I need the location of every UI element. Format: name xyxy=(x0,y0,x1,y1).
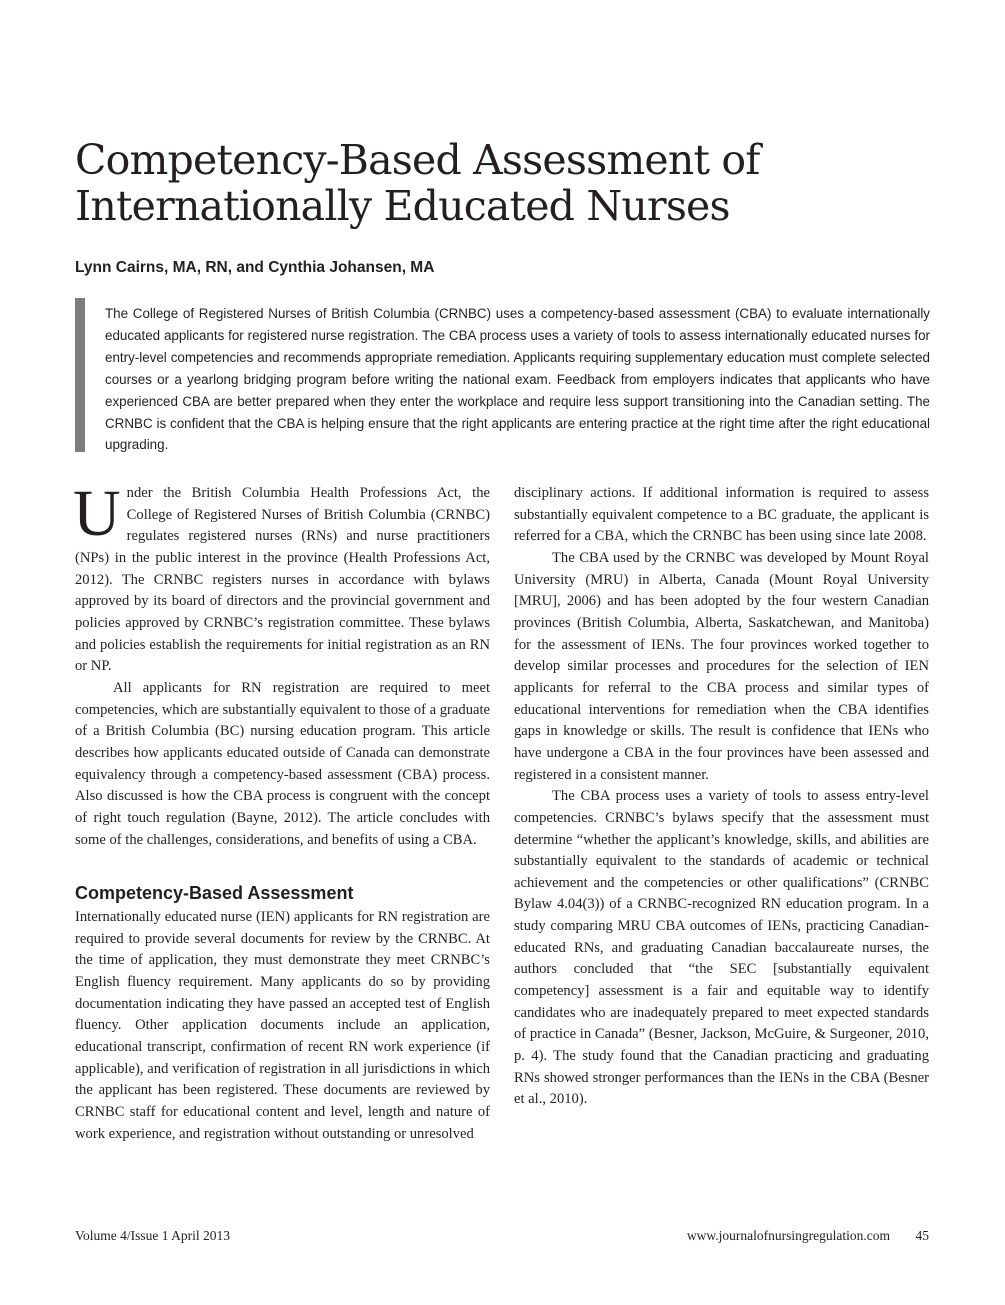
footer-url[interactable]: www.journalofnursingregulation.com xyxy=(686,1228,890,1243)
body-paragraph: All applicants for RN registration are required to meet competencies, which are substantially equivalent to those of a graduate of a British Columbia (BC) nursing education program. This article describes how applicants educated outside of Canada can demonstrate equivalency through a competency-based assessment (CBA) process. Also discussed is how the CBA process is congruent with the concept of right touch regulation (Bayne, 2012). The article concludes with some of the challenges, considerations, and benefits of using a CBA. xyxy=(75,679,490,848)
abstract-accent-bar xyxy=(75,298,85,452)
section-heading: Competency-Based Assessment xyxy=(75,883,354,904)
article-authors: Lynn Cairns, MA, RN, and Cynthia Johansen, MA xyxy=(75,259,435,276)
body-paragraph xyxy=(73,477,490,678)
page-number: 45 xyxy=(915,1228,929,1243)
body-paragraph: disciplinary actions. If additional information is required to assess substantially equivalent competence to a BC graduate, the applicant is referred for a CBA, which the CRNBC has been using since late 2008. xyxy=(514,485,929,545)
drop-cap: U xyxy=(73,477,121,550)
body-column-left xyxy=(73,477,490,1145)
body-paragraph: The CBA process uses a variety of tools to assess entry-level competencies. CRNBC’s bylaws specify that the assessment must determine “whether the applicant’s knowledge, skills, and abilities are substantially equivalent to the standards of academic or technical achievement and the competencies or other qualifications” (CRNBC Bylaw 4.04(3)) of a CRNBC-recognized RN education program. In a study comparing MRU CBA outcomes of IENs, practicing Canadian-educated RNs, and graduating Canadian baccalaureate nurses, the authors concluded that “the SEC [substantially equivalent competency] assessment is a fair and equitable way to identify candidates who are inadequately prepared to meet expected standards of practice in Canada” (Besner, Jackson, McGuire, & Surgeoner, 2010, p. 4). The study found that the Canadian practicing and graduating RNs showed stronger performances than the IENs in the CBA (Besner et al., 2010). xyxy=(514,788,929,1108)
body-paragraph: Internationally educated nurse (IEN) applicants for RN registration are required to provide several documents for review by the CRNBC. At the time of application, they must demonstrate they meet CRNBC’s English fluency requirement. Many applicants do so by providing documentation indicating they have passed an accepted test of English fluency. Other application documents include an application, educational transcript, confirmation of recent RN work experience (if applicable), and verification of registration in all jurisdictions in which the applicant has been registered. These documents are reviewed by CRNBC staff for educational content and level, length and nature of work experience, and registration without outstanding or unresolved xyxy=(75,909,490,1142)
body-paragraph: The CBA used by the CRNBC was developed by Mount Royal University (MRU) in Alberta, Canada (Mount Royal University [MRU], 2006) and has been adopted by the four western Canadian provinces (British Columbia, Alberta, Saskatchewan, and Manitoba) for the assessment of IENs. The four provinces worked together to develop similar processes and procedures for the selection of IEN applicants for referral to the CBA process and similar types of educational interventions for remediation when the CBA identifies gaps in knowledge or skills. The result is confidence that IENs who have undergone a CBA in the four provinces have been assessed and registered in a consistent manner. xyxy=(514,549,929,783)
paragraph-text: nder the British Columbia Health Professions Act, the College of Registered Nurses of British Columbia (CRNBC) regulates registered nurses (RNs) and nurse practitioners (NPs) in the public interest in the province (Health Professions Act, 2012). The CRNBC registers nurses in accordance with bylaws approved by its board of directors and the provincial government and policies approved by CRNBC’s registration committee. These bylaws and policies establish the requirements for initial registration as an RN or NP. xyxy=(75,485,490,675)
abstract-text: The College of Registered Nurses of British Columbia (CRNBC) uses a competency-based assessment (CBA) to evaluate internationally educated applicants for registered nurse registration. The CBA process uses a variety of tools to assess internationally educated nurses for entry-level competencies and recommends appropriate remediation. Applicants requiring supplementary education must complete selected courses or a yearlong bridging program before writing the national exam. Feedback from employers indicates that applicants who have experienced CBA are better prepared when they enter the workplace and require less support transitioning into the Canadian setting. The CRNBC is confident that the CBA is helping ensure that the right applicants are entering practice at the right time after the right educational upgrading. xyxy=(105,306,930,453)
footer-issue: Volume 4/Issue 1 April 2013 xyxy=(75,1228,230,1243)
article-title: Competency-Based Assessment of Internationally Educated Nurses xyxy=(75,136,760,230)
body-column-right xyxy=(514,483,929,1111)
